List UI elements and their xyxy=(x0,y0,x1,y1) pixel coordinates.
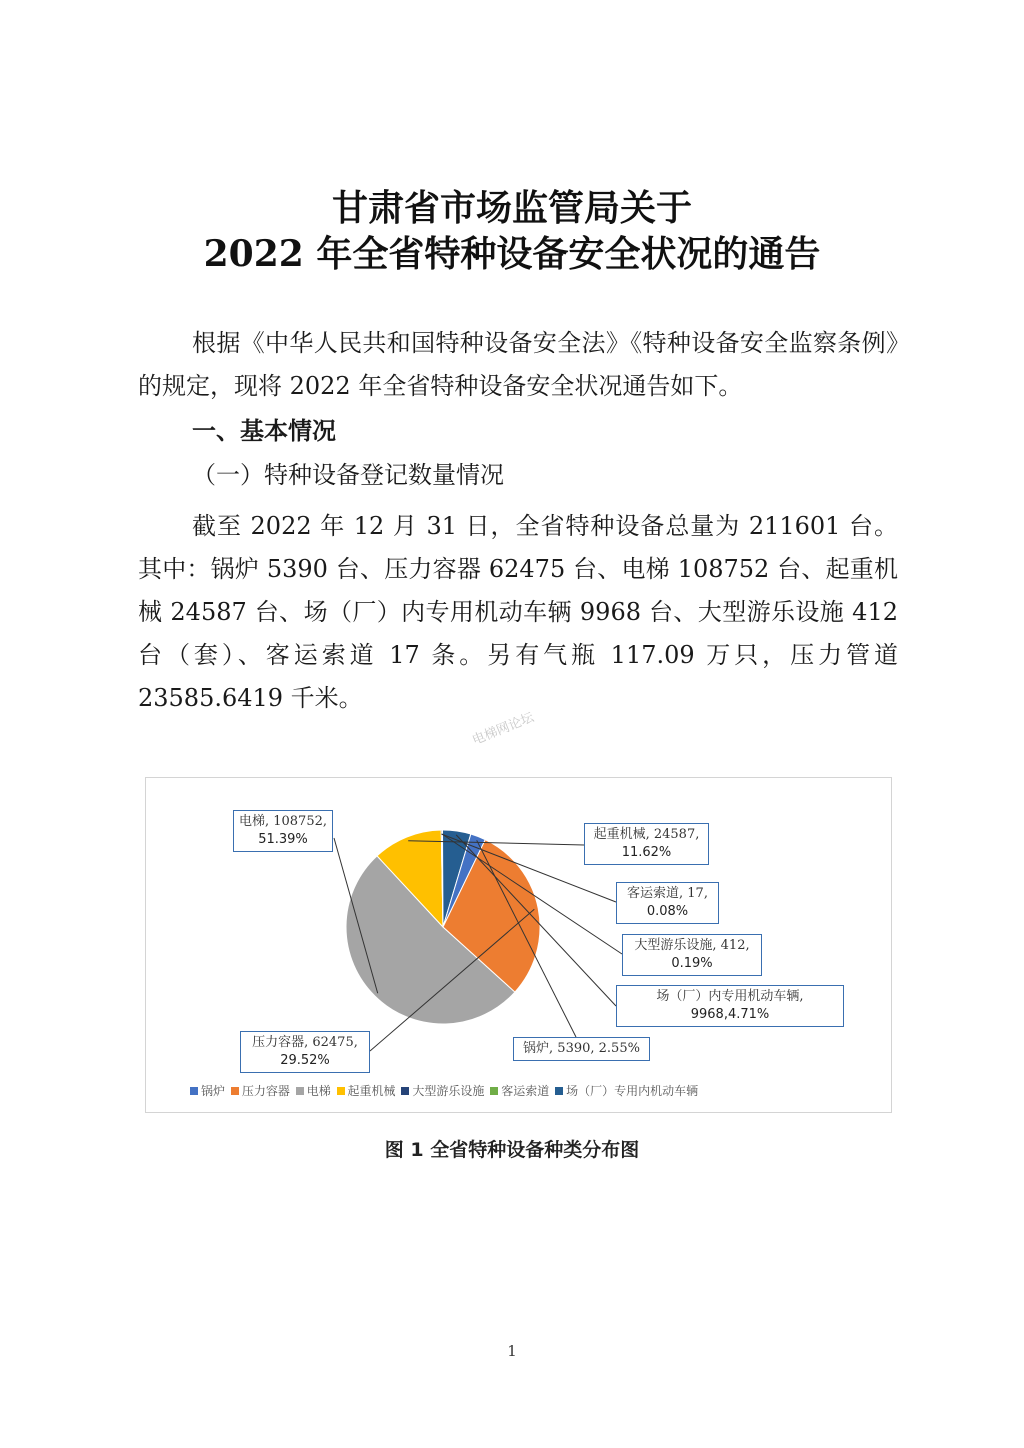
stats-paragraph: 截至 2022 年 12 月 31 日，全省特种设备总量为 211601 台。其中：锅炉 5390 台、压力容器 62475 台、电梯 108752 台、起重机械 24587 台、场（厂）内专用机动车辆 9968 台、大型游乐设施 412 台（套）、客运索道 17 条。另有气瓶 117.09 万只，压力管道 23585.6419 千米。 xyxy=(138,512,898,712)
legend-swatch-crane xyxy=(337,1087,345,1095)
legend-label-crane: 起重机械 xyxy=(347,1084,396,1098)
figure-caption: 图 1 全省特种设备种类分布图 xyxy=(384,1139,640,1161)
label-ropeway-line2: 0.08% xyxy=(646,904,689,919)
chart-legend xyxy=(190,1082,700,1099)
legend-swatch-vehicle xyxy=(555,1087,563,1095)
label-crane xyxy=(584,823,709,865)
legend-item-pressure-vessel xyxy=(231,1084,290,1098)
label-boiler xyxy=(513,1037,650,1061)
label-elevator-line1: 电梯, 108752, xyxy=(238,814,328,829)
section-heading: 一、基本情况 xyxy=(192,417,336,445)
legend-swatch-elevator xyxy=(296,1087,304,1095)
pie-chart xyxy=(145,777,892,1113)
label-pressure-vessel-line1: 压力容器, 62475, xyxy=(252,1035,358,1050)
legend-label-vehicle: 场（厂）专用内机动车辆 xyxy=(566,1084,699,1098)
label-vehicle-line1: 场（厂）内专用机动车辆, xyxy=(656,989,804,1004)
legend-swatch-ropeway xyxy=(490,1087,498,1095)
document-title-line1: 甘肃省市场监管局关于 xyxy=(331,187,692,229)
label-elevator-line2: 51.39% xyxy=(258,832,308,847)
label-pressure-vessel-line2: 29.52% xyxy=(280,1053,330,1068)
watermark-text: 电梯网论坛 xyxy=(470,710,537,749)
legend-label-pressure-vessel: 压力容器 xyxy=(241,1084,290,1098)
label-vehicle xyxy=(616,985,844,1027)
legend-item-vehicle xyxy=(555,1084,698,1098)
legend-label-ropeway: 客运索道 xyxy=(501,1084,550,1098)
label-amusement xyxy=(622,934,762,976)
intro-paragraph: 根据《中华人民共和国特种设备安全法》《特种设备安全监察条例》的规定，现将 2022 年全省特种设备安全状况通告如下。 xyxy=(138,329,898,400)
legend-item-amusement xyxy=(401,1084,484,1098)
legend-swatch-boiler xyxy=(190,1087,198,1095)
label-crane-line2: 11.62% xyxy=(621,845,672,860)
legend-item-ropeway xyxy=(490,1084,549,1098)
label-amusement-line2: 0.19% xyxy=(671,956,713,971)
legend-item-boiler xyxy=(190,1084,225,1098)
legend-item-crane xyxy=(337,1084,396,1098)
document-title-line2: 2022 年全省特种设备安全状况的通告 xyxy=(203,233,821,275)
label-amusement-line1: 大型游乐设施, 412, xyxy=(634,938,750,953)
legend-label-elevator: 电梯 xyxy=(306,1084,331,1098)
label-ropeway xyxy=(616,882,719,924)
legend-label-amusement: 大型游乐设施 xyxy=(412,1084,485,1098)
legend-label-boiler: 锅炉 xyxy=(201,1084,226,1098)
legend-swatch-amusement xyxy=(401,1087,409,1095)
subsection-heading: （一）特种设备登记数量情况 xyxy=(192,461,504,489)
label-ropeway-line1: 客运索道, 17, xyxy=(627,886,708,901)
legend-item-elevator xyxy=(296,1084,331,1098)
page-number: 1 xyxy=(507,1342,517,1360)
label-vehicle-line2: 9968,4.71% xyxy=(690,1007,770,1022)
label-crane-line1: 起重机械, 24587, xyxy=(593,827,700,842)
legend-swatch-pressure-vessel xyxy=(231,1087,239,1095)
label-boiler-line1: 锅炉, 5390, 2.55% xyxy=(523,1041,640,1056)
label-pressure-vessel xyxy=(240,1031,370,1073)
label-elevator xyxy=(233,810,333,852)
